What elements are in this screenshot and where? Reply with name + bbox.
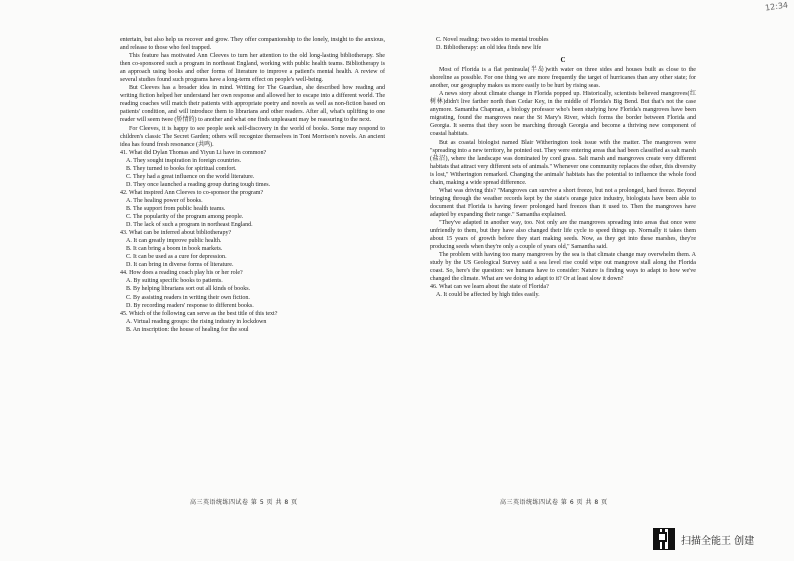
answer-option: D. Bibliotherapy: an old idea finds new life (436, 45, 542, 52)
answer-option: A. By suiting specific books to patients. (126, 278, 223, 285)
paragraph: For Cleeves, it is happy to see people seek self-discovery in the world of books. Some may respond to children's classic The Secret Garden; others will recognize themselves in Toni Morrison's novels. An ancient idea has found fresh resonance (共鸣). (120, 125, 385, 148)
paragraph: "They've adapted in another way, too. Not only are the mangroves spreading into areas that once were unfriendly to them, but they have also changed their life cycle to speed things up. Normally it takes them about 15 years of growth before they start making seeds. Now, as they get into these marshes, they're producing seeds when they're only a couple of years old," Samantha said. (430, 219, 696, 251)
right-page-footer: 高三英语统练四试卷 第 6 页 共 8 页 (500, 499, 608, 506)
paragraph: What was driving this? "Mangroves can survive a short freeze, but not a prolonged, hard freeze. Beyond bringing through the weather records kept by the state's orange juice industry, biologists have been able to document that Florida is having fewer prolonged hard freezes than it used to. Then the mangroves have adapted by expanding their range." Samantha explained. (430, 187, 696, 218)
scanner-watermark (653, 528, 754, 550)
answer-option: C. They had a great influence on the world literature. (126, 173, 255, 180)
question-45 (120, 310, 385, 334)
answer-option: B. By helping librarians sort out all kinds of books. (126, 286, 251, 293)
answer-option: A. It can greatly improve public health. (126, 238, 222, 245)
answer-option: D. It can bring in diverse forms of literature. (126, 262, 234, 269)
paragraph: But as coastal biologist named Blair Witherington took issue with the matter. The mangroves were "spreading into a new territory, he pointed out. They were entering areas that had been classified as salt marsh (盐沼), where the landscape was dominated by cord grass. Salt marsh and mangroves create very different habitats that attract very different sets of animals." Whenever one community replaces the other, this diversity is lost," Witherington remarked. Changing the animals' habitats has the potential to influence the whole food chain, making a wide spread difference. (430, 139, 696, 186)
question-stem: 41. What did Dylan Thomas and Yiyun Li have in common? (120, 149, 267, 156)
question-44 (120, 269, 385, 309)
answer-option: C. Novel reading: two sides to mental troubles (436, 37, 549, 43)
answer-option: D. They once launched a reading group during tough times. (126, 181, 271, 188)
question-42 (120, 189, 385, 229)
paragraph: The problem with having too many mangroves by the sea is that climate change may overwhelm them. A study by the US Geological Survey said a sea level rise could wipe out mangrove stall along the Florida coast. So, here's the question: we humans have to consider: Nature is finding ways to adapt to how we've changed the climate. What are we doing to adapt to it? Or at least slow it down? (430, 252, 696, 283)
answer-option: C. By assisting readers in writing their own fiction. (126, 294, 250, 301)
left-page (120, 36, 385, 491)
answer-option: A. They sought inspiration in foreign countries. (126, 157, 242, 164)
answer-option: B. An inscription: the house of healing for the soul (126, 326, 249, 333)
scanner-watermark-text: 扫描全能王 创建 (681, 535, 755, 547)
corner-handwritten-mark: 12:34 (764, 0, 789, 13)
question-43 (120, 229, 385, 269)
section-heading: C (560, 56, 566, 65)
answer-option: A. It could be affected by high tides easily. (436, 292, 540, 299)
right-page (430, 36, 696, 491)
question-stem: 45. Which of the following can serve as the best title of this text? (120, 310, 278, 317)
answer-option: D. The lack of such a program in northeast England. (126, 222, 253, 229)
paragraph: But Cleeves has a broader idea in mind. Writing for The Guardian, she described how reading and writing fiction helped her understand her own response and allowed her to escape into a different world. The reading coaches will match their patients with appropriate poetry and novels as well as non-fiction based on patients' condition, and will introduce them to librarians and other readers. After all, what's uplifting to one reader will seem twee (矫情的) to another and what one finds unpleasant may be reassuring to the next. (120, 85, 385, 124)
answer-option: A. The healing power of books. (126, 197, 203, 204)
paragraph: A news story about climate change in Florida popped up. Historically, scientists believed mangroves(红树林)didn't live farther north than Cedar Key, in the middle of Florida's Big Bend. But that's not the case anymore. Samantha Chapman, a biology professor who's been studying how Florida's mangroves have been migrating, found the mangroves near the St Mary's River, which forms the border between Florida and Georgia. It seems that they soon be marching through Georgia and become a thriving new component of coastal habitats. (430, 91, 696, 138)
qr-code-icon (653, 528, 675, 550)
question-46 (430, 283, 696, 299)
answer-option: B. It can bring a boom in book markets. (126, 246, 223, 253)
paragraph: entertain, but also help us recover and grow. They offer companionship to the lonely, insight to the anxious, and release to those who feel trapped. (120, 37, 385, 52)
question-stem: 42. What inspired Ann Cleeves to co-sponsor the program? (120, 189, 264, 196)
paragraph: This feature has motivated Ann Cleeves to turn her attention to the old long-lasting bibliotherapy. She then co-sponsored such a program in northeast England, working with public health teams. Bibliotherapy is an approach using books and other forms of literature to improve a patient's mental health. A review of several studies found such programs have a long-term effect on people's well-being. (120, 53, 385, 84)
answer-option: A. Virtual reading groups: the rising industry in lockdown (126, 318, 267, 325)
answer-option: D. By recording readers' response to different books. (126, 302, 254, 309)
question-41 (120, 149, 385, 189)
left-page-footer: 高三英语统练四试卷 第 5 页 共 8 页 (190, 499, 298, 506)
question-stem: 46. What can we learn about the state of Florida? (430, 284, 549, 291)
question-stem: 44. How does a reading coach play his or her role? (120, 270, 243, 277)
answer-option: B. The support from public health teams. (126, 205, 226, 212)
paragraph: Most of Florida is a flat peninsula(半岛)with water on three sides and houses built as close to the shoreline as possible. For one thing we are more frequently the target of hurricanes than any other state; for another, our geography makes us more easily to be hurt by rising seas. (430, 67, 696, 90)
answer-option: C. It can be used as a cure for depression. (126, 254, 227, 261)
answer-option: B. They turned to books for spiritual comfort. (126, 165, 237, 172)
question-stem: 43. What can be inferred about bibliotherapy? (120, 230, 232, 237)
answer-option: C. The popularity of the program among people. (126, 214, 244, 221)
